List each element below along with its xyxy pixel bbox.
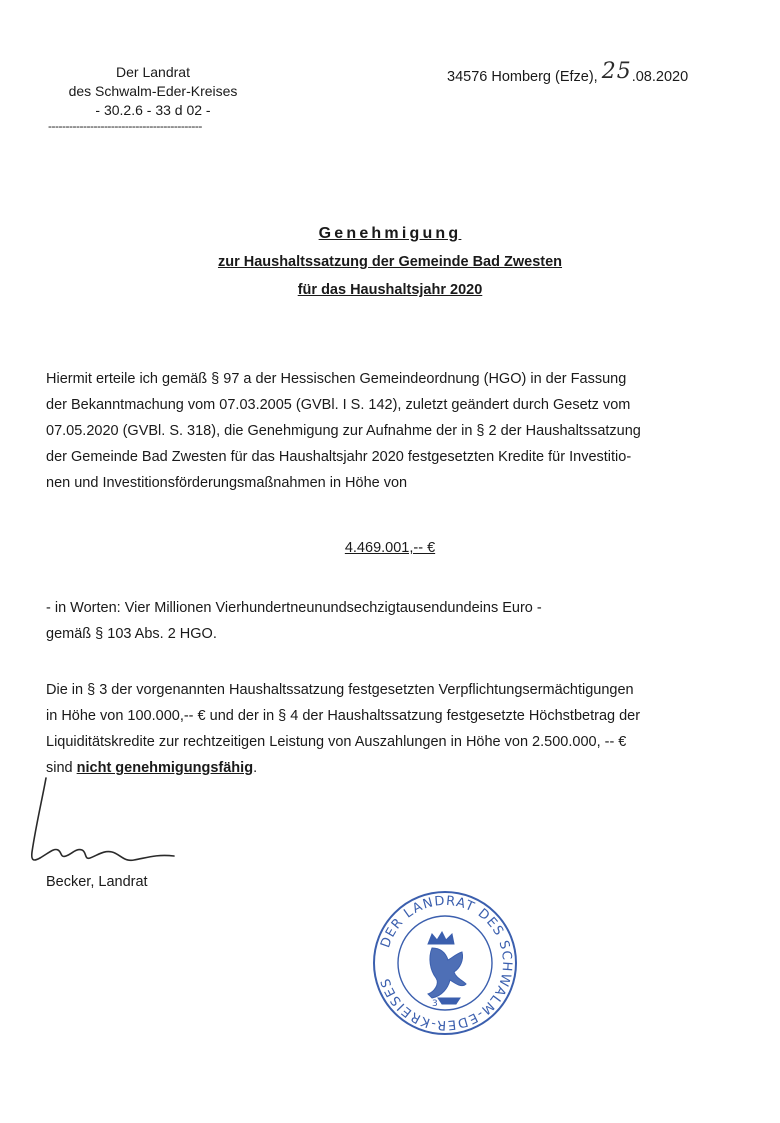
sender-line-1: Der Landrat [116,64,190,80]
official-seal-icon [370,888,520,1038]
sender-block [48,63,258,120]
emphasis-not-approvable: nicht genehmigungsfähig [76,760,254,776]
dateline [447,59,689,87]
handwritten-signature [24,770,184,880]
svg-text:DER LANDRAT DES SCHWALM-EDER-K: DER LANDRAT DES SCHWALM-EDER-KREISES [378,893,515,1033]
text-line: gemäß § 103 Abs. 2 HGO. [46,626,217,642]
subtitle-line-2: für das Haushaltsjahr 2020 [297,282,483,298]
sender-reference: - 30.2.6 - 33 d 02 - [95,102,211,118]
month-year: .08.2020 [631,69,689,85]
text-line: der Gemeinde Bad Zwesten für das Haushaltsjahr 2020 festgesetzten Kredite für Investitio- [46,449,632,465]
text-line: nen und Investitionsförderungsmaßnahmen in Höhe von [46,475,408,491]
paragraph-amount-words [46,595,736,647]
text-line: der Bekanntmachung vom 07.03.2005 (GVBl. I S. 142), zuletzt geändert durch Gesetz vom [46,397,631,413]
text-line: Hiermit erteile ich gemäß § 97 a der Hessischen Gemeindeordnung (HGO) in der Fassung [46,371,627,387]
text-line: 07.05.2020 (GVBl. S. 318), die Genehmigung zur Aufnahme der in § 2 der Haushaltssatzung [46,423,641,439]
subtitle-line-1: zur Haushaltssatzung der Gemeinde Bad Zwesten [217,254,563,270]
approved-amount: 4.469.001,-- € [344,540,436,556]
paragraph-approval [46,366,736,496]
text-fragment: sind [46,760,77,776]
handwritten-day: 25 [601,59,632,84]
sender-line-2: des Schwalm-Eder-Kreises [68,83,238,99]
text-line: Die in § 3 der vorgenannten Haushaltssatzung festgesetzten Verpflichtungsermächtigungen [46,682,634,698]
place-text: 34576 Homberg (Efze), [447,69,598,85]
seal-number: 3 [432,999,438,1009]
document-title: Genehmigung [318,225,462,242]
signer-name: Becker, Landrat [46,874,148,890]
text-fragment: . [253,760,258,776]
text-line: in Höhe von 100.000,-- € und der in § 4 der Haushaltssatzung festgesetzte Höchstbetrag der [46,708,641,724]
paragraph-not-approvable [46,677,736,781]
sender-rule: -------------------------------------------- [48,119,202,133]
text-line: Liquiditätskredite zur rechtzeitigen Leistung von Auszahlungen in Höhe von 2.500.000, -- € [46,734,627,750]
text-line: - in Worten: Vier Millionen Vierhundertneunundsechzigtausendundeins Euro - [46,600,542,616]
